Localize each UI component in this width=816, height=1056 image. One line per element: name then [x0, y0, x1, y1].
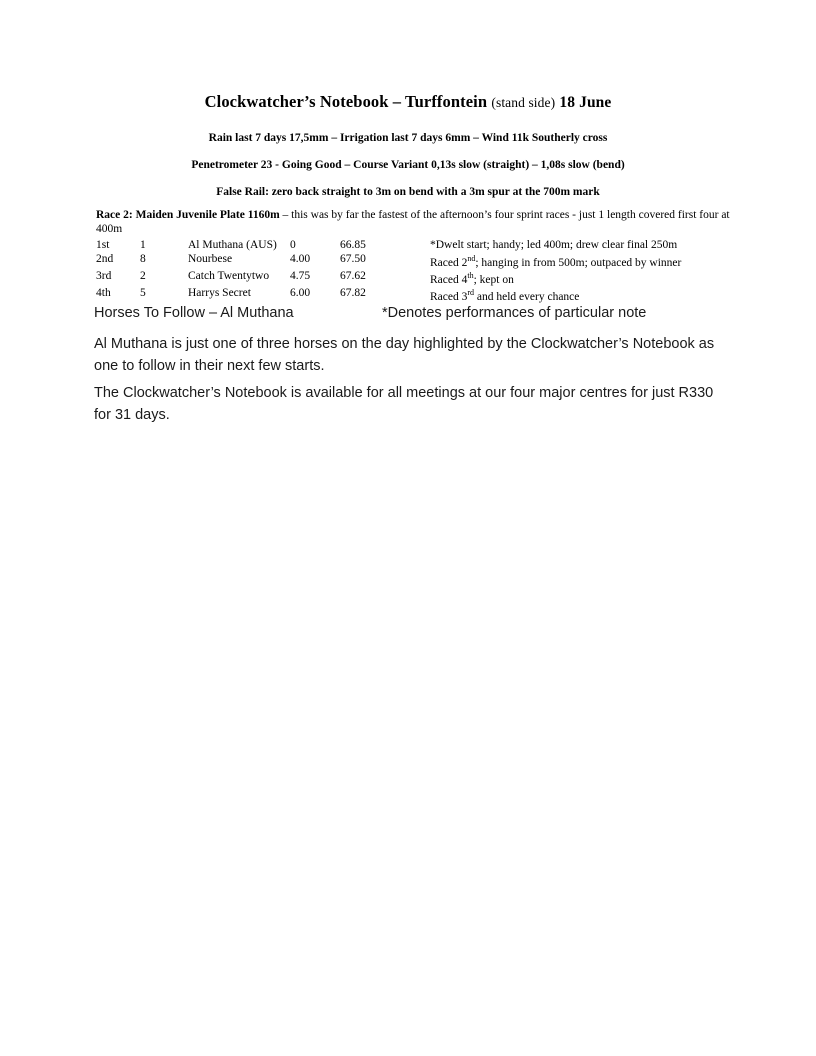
race-heading — [96, 208, 736, 236]
horses-to-follow-row — [94, 302, 722, 324]
row-note: Raced 2nd; hanging in from 500m; outpaced by winner — [430, 253, 682, 269]
row-time: 66.85 — [340, 239, 366, 251]
conditions-going-variant: Penetrometer 23 - Going Good – Course Variant 0,13s slow (straight) – 1,08s slow (bend) — [191, 159, 625, 171]
row-time: 67.50 — [340, 252, 366, 265]
row-time: 67.82 — [340, 287, 366, 300]
page-title-qualifier: (stand side) — [491, 95, 556, 110]
row-lengths: 0 — [290, 239, 296, 251]
row-horse: Harrys Secret — [188, 287, 251, 300]
conditions-rain-wind: Rain last 7 days 17,5mm – Irrigation last 7 days 6mm – Wind 11k Southerly cross — [208, 132, 608, 144]
row-time: 67.62 — [340, 269, 366, 282]
race-results-table — [96, 239, 736, 304]
row-lengths: 4.00 — [290, 252, 311, 265]
row-position: 3rd — [96, 269, 112, 282]
table-row — [96, 270, 736, 287]
table-row — [96, 239, 736, 253]
row-number: 2 — [140, 269, 146, 282]
paragraph-availability: The Clockwatcher’s Notebook is available for all meetings at our four major centres for just R330 for 31 days. — [94, 385, 714, 423]
row-note: *Dwelt start; handy; led 400m; drew clear final 250m — [430, 239, 678, 251]
race-name: Race 2: Maiden Juvenile Plate 1160m — [96, 209, 280, 221]
table-row — [96, 253, 736, 270]
asterisk-legend: *Denotes performances of particular note — [382, 305, 647, 321]
row-number: 8 — [140, 252, 146, 265]
horses-to-follow-label: Horses To Follow – Al Muthana — [94, 305, 294, 321]
race-comment: – this was by far the fastest of the afternoon’s four sprint races - just 1 length covered first four at 400m — [96, 209, 730, 235]
row-note: Raced 3rd and held every chance — [430, 288, 580, 303]
row-position: 1st — [96, 239, 110, 251]
row-lengths: 4.75 — [290, 269, 311, 282]
row-lengths: 6.00 — [290, 287, 311, 300]
row-position: 4th — [96, 287, 111, 300]
page-title-date: 18 June — [559, 94, 612, 111]
row-position: 2nd — [96, 252, 114, 265]
row-number: 1 — [140, 239, 146, 251]
race-block — [96, 208, 736, 304]
row-horse: Catch Twentytwo — [188, 269, 270, 282]
row-horse: Al Muthana (AUS) — [188, 239, 277, 251]
page-title-main: Clockwatcher’s Notebook – Turffontein — [204, 92, 488, 111]
row-horse: Nourbese — [188, 252, 233, 265]
row-note: Raced 4th; kept on — [430, 270, 514, 286]
document-header — [0, 92, 816, 198]
page-title — [0, 92, 816, 113]
row-number: 5 — [140, 287, 146, 300]
paragraph-follow-note: Al Muthana is just one of three horses on the day highlighted by the Clockwatcher’s Notebook as one to follow in their next few starts. — [94, 336, 715, 374]
conditions-false-rail: False Rail: zero back straight to 3m on bend with a 3m spur at the 700m mark — [216, 186, 600, 198]
